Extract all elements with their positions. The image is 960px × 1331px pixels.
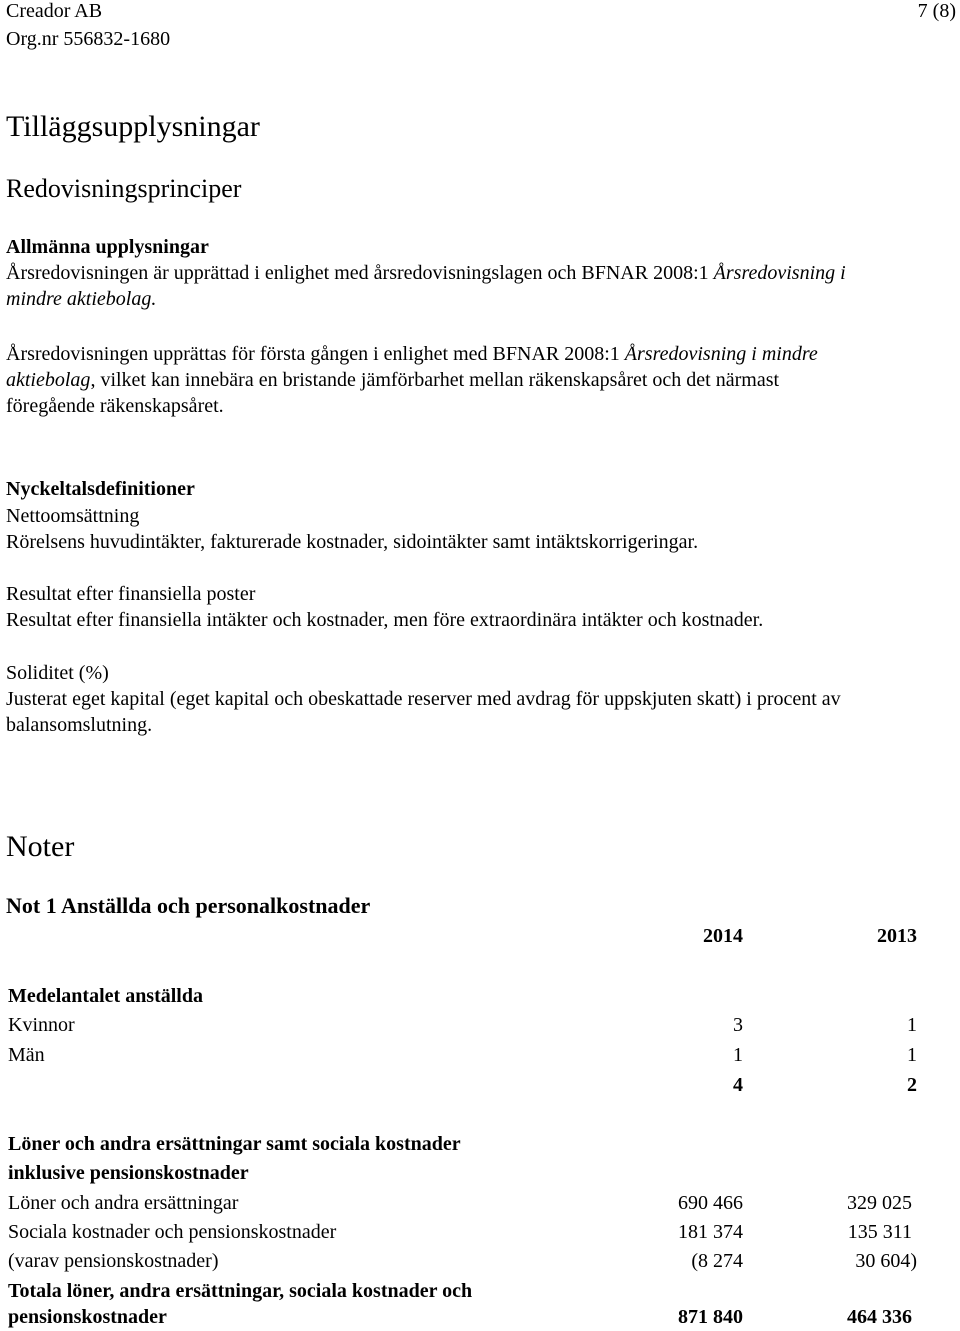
salaries-row-label: (varav pensionskostnader) [8, 1250, 219, 1272]
salaries-row-2014: 181 374 [678, 1221, 743, 1243]
salaries-row-2014: (8 274 [691, 1250, 743, 1272]
salaries-row-label: Sociala kostnader och pensionskostnader [8, 1221, 337, 1243]
employees-row-label: Män [8, 1044, 45, 1066]
ratio-definition-net-sales: Rörelsens huvudintäkter, fakturerade kostnader, sidointäkter samt intäktskorrigeringar. [6, 531, 699, 553]
ratio-definition-result: Resultat efter finansiella intäkter och kostnader, men före extraordinära intäkter och kostnader. [6, 609, 764, 631]
employees-row-2014: 3 [733, 1014, 743, 1036]
general-paragraph-line-2: mindre aktiebolag. [6, 288, 157, 310]
salaries-total-label-line-2: pensionskostnader [8, 1306, 167, 1328]
employees-total-2013: 2 [907, 1074, 917, 1096]
company-name: Creador AB [6, 0, 103, 22]
year-header-2014: 2014 [703, 925, 743, 947]
principles-heading: Redovisningsprinciper [6, 174, 242, 203]
notes-title: Noter [6, 830, 75, 863]
employees-row-2014: 1 [733, 1044, 743, 1066]
ratio-term-net-sales: Nettoomsättning [6, 505, 140, 527]
first-year-paragraph-line-2: aktiebolag, vilket kan innebära en bristande jämförbarhet mellan räkenskapsåret och det närmast [6, 369, 780, 391]
salaries-row-2014: 690 466 [678, 1192, 743, 1214]
salaries-total-2014: 871 840 [678, 1306, 743, 1328]
salaries-heading-line-1: Löner och andra ersättningar samt sociala kostnader [8, 1133, 461, 1155]
year-header-2013: 2013 [877, 925, 917, 947]
note1-title: Not 1 Anställda och personalkostnader [6, 893, 371, 918]
salaries-row-label: Löner och andra ersättningar [8, 1192, 239, 1214]
ratio-term-solidity: Soliditet (%) [6, 662, 109, 684]
salaries-row-2013: 30 604) [855, 1250, 917, 1272]
salaries-row-2013: 135 311 [847, 1221, 912, 1243]
employees-row-label: Kvinnor [8, 1014, 75, 1036]
employees-total-2014: 4 [733, 1074, 743, 1096]
ratio-term-result: Resultat efter finansiella poster [6, 583, 256, 605]
general-paragraph-line-1: Årsredovisningen är upprättad i enlighet med årsredovisningslagen och BFNAR 2008:1 Årsredovisning i [6, 262, 846, 284]
org-number: Org.nr 556832-1680 [6, 28, 171, 50]
salaries-row-2013: 329 025 [847, 1192, 912, 1214]
first-year-paragraph-line-1: Årsredovisningen upprättas för första gången i enlighet med BFNAR 2008:1 Årsredovisning i mindre [6, 343, 818, 365]
employees-row-2013: 1 [907, 1014, 917, 1036]
general-heading: Allmänna upplysningar [6, 236, 209, 258]
supplementary-title: Tilläggsupplysningar [6, 110, 260, 143]
key-ratios-heading: Nyckeltalsdefinitioner [6, 478, 195, 500]
page-number: 7 (8) [917, 0, 956, 22]
employees-heading: Medelantalet anställda [8, 985, 203, 1007]
salaries-total-2013: 464 336 [847, 1306, 912, 1328]
first-year-paragraph-line-3: föregående räkenskapsåret. [6, 395, 224, 417]
salaries-total-label-line-1: Totala löner, andra ersättningar, sociala kostnader och [8, 1280, 473, 1302]
ratio-definition-solidity-line-1: Justerat eget kapital (eget kapital och obeskattade reserver med avdrag för uppskjuten skatt) i procent av [6, 688, 841, 710]
employees-row-2013: 1 [907, 1044, 917, 1066]
ratio-definition-solidity-line-2: balansomslutning. [6, 714, 153, 736]
salaries-heading-line-2: inklusive pensionskostnader [8, 1162, 249, 1184]
